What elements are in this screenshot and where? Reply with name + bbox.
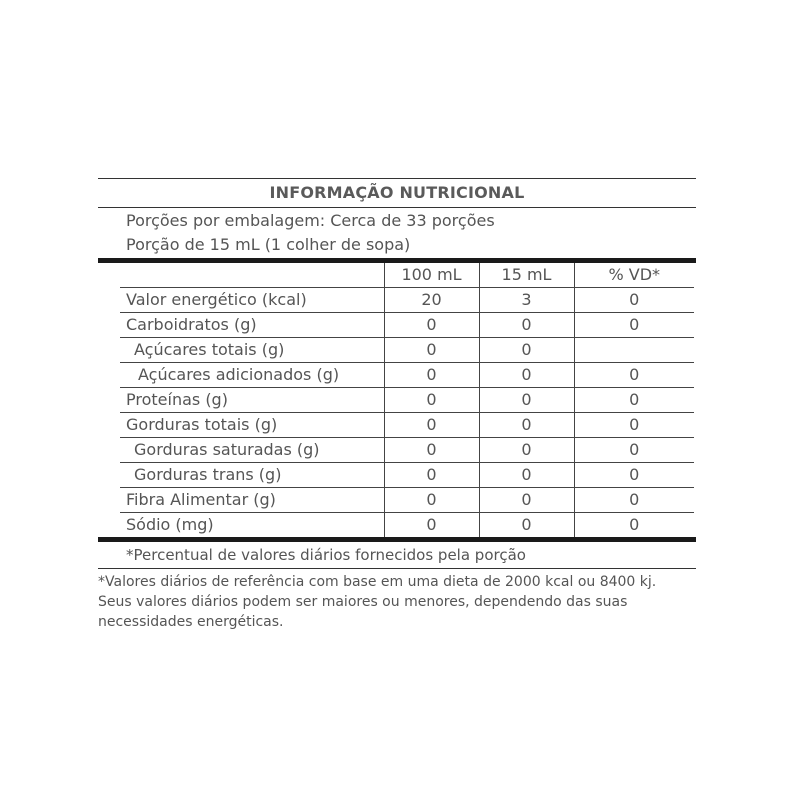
reference-note-line: *Valores diários de referência com base em uma dieta de 2000 kcal ou 8400 kj.: [98, 574, 657, 590]
value-100ml: 20: [384, 288, 479, 313]
column-header-15ml: 15 mL: [479, 263, 574, 288]
nutrient-name: Sódio (mg): [126, 515, 214, 534]
value-vd: [574, 338, 694, 363]
value-15ml: 0: [479, 363, 574, 388]
servings-per-package: Porções por embalagem: Cerca de 33 porções: [126, 211, 495, 230]
nutrient-name: Gorduras totais (g): [120, 413, 384, 438]
serving-size: Porção de 15 mL (1 colher de sopa): [126, 235, 411, 254]
column-header-100ml: 100 mL: [384, 263, 479, 288]
value-vd: 0: [574, 413, 694, 438]
value-100ml: 0: [384, 363, 479, 388]
table-row: [120, 363, 694, 388]
title-rule: [98, 207, 696, 208]
value-vd: 0: [574, 363, 694, 388]
panel-footnote: *Percentual de valores diários fornecidos pela porção: [126, 546, 526, 564]
reference-note-line: necessidades energéticas.: [98, 614, 284, 630]
value-15ml: 0: [479, 388, 574, 413]
value-15ml: 0: [479, 338, 574, 363]
reference-note-line: Seus valores diários podem ser maiores ou menores, dependendo das suas: [98, 594, 628, 610]
table-row: [120, 338, 694, 363]
table-row: [120, 288, 694, 313]
nutrition-facts-panel: [98, 178, 696, 569]
value-vd: 0: [574, 513, 694, 538]
table-header-row: [120, 263, 694, 288]
bottom-rule: [98, 568, 696, 569]
value-100ml: 0: [384, 438, 479, 463]
value-15ml: 0: [479, 313, 574, 338]
value-15ml: 3: [479, 288, 574, 313]
nutrient-name: Açúcares totais (g): [120, 338, 384, 363]
table-row: [120, 388, 694, 413]
value-vd: 0: [574, 438, 694, 463]
nutrition-table: [120, 263, 694, 537]
serving-info: [98, 209, 696, 257]
value-vd: 0: [574, 388, 694, 413]
value-vd: 0: [574, 488, 694, 513]
table-row: [120, 463, 694, 488]
table-row: [120, 513, 694, 538]
table-row: [120, 313, 694, 338]
nutrient-name: Valor energético (kcal): [120, 288, 384, 313]
value-15ml: 0: [479, 463, 574, 488]
column-header-vd: % VD*: [574, 263, 694, 288]
value-100ml: 0: [384, 413, 479, 438]
table-row: [120, 488, 694, 513]
nutrient-name: Gorduras saturadas (g): [120, 438, 384, 463]
value-15ml: 0: [479, 488, 574, 513]
value-100ml: 0: [384, 488, 479, 513]
reference-notes: [98, 572, 718, 632]
panel-title: INFORMAÇÃO NUTRICIONAL: [269, 183, 525, 202]
nutrient-name: Açúcares adicionados (g): [120, 363, 384, 388]
value-15ml: 0: [479, 438, 574, 463]
header-cell-empty: [120, 263, 384, 288]
nutrient-name: Gorduras trans (g): [120, 463, 384, 488]
value-100ml: 0: [384, 513, 479, 538]
value-15ml: 0: [479, 513, 574, 538]
value-vd: 0: [574, 313, 694, 338]
value-100ml: 0: [384, 338, 479, 363]
value-vd: 0: [574, 288, 694, 313]
value-100ml: 0: [384, 388, 479, 413]
nutrient-name: Carboidratos (g): [120, 313, 384, 338]
nutrient-name: Fibra Alimentar (g): [120, 488, 384, 513]
value-100ml: 0: [384, 463, 479, 488]
table-row: [120, 438, 694, 463]
table-row: [120, 413, 694, 438]
value-100ml: 0: [384, 313, 479, 338]
nutrient-name: Proteínas (g): [120, 388, 384, 413]
value-vd: 0: [574, 463, 694, 488]
value-15ml: 0: [479, 413, 574, 438]
